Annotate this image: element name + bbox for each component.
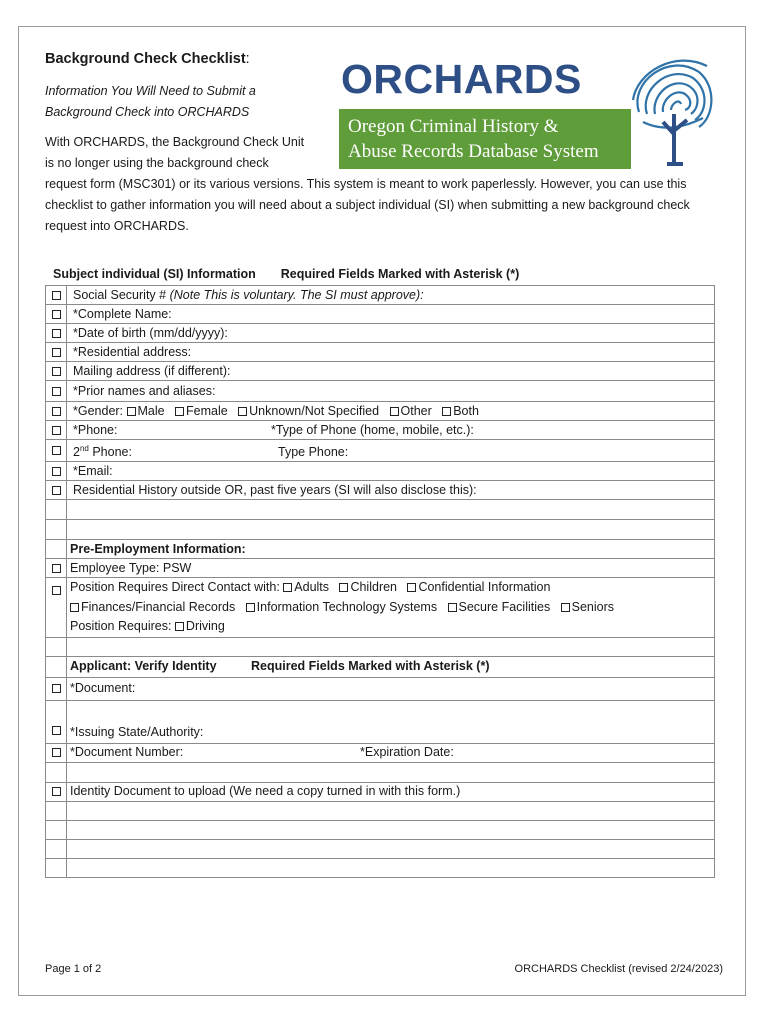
- email-checkbox[interactable]: [52, 467, 61, 476]
- res-history-checkbox[interactable]: [52, 486, 61, 495]
- table-row: [46, 782, 715, 801]
- ssn-field: Social Security # (Note This is voluntary. The SI must approve):: [67, 286, 715, 305]
- table-row: [46, 381, 715, 402]
- table-row: [46, 578, 715, 638]
- table-row: [46, 402, 715, 421]
- email-field: *Email:: [67, 462, 715, 481]
- table-row: [46, 677, 715, 700]
- document-checkbox[interactable]: [52, 684, 61, 693]
- doc-number-checkbox[interactable]: [52, 748, 61, 757]
- si-heading: Subject individual (SI) Information Required Fields Marked with Asterisk (*): [53, 267, 520, 281]
- phone-checkbox[interactable]: [52, 426, 61, 435]
- employee-type-field: Employee Type: PSW: [67, 559, 715, 578]
- logo-tagline: Oregon Criminal History & Abuse Records Database System: [339, 109, 631, 169]
- complete-name-checkbox[interactable]: [52, 310, 61, 319]
- table-row: [46, 462, 715, 481]
- gender-other-option[interactable]: [390, 407, 399, 416]
- phone2-field: 2nd Phone: Type Phone:: [67, 440, 715, 462]
- table-row: [46, 421, 715, 440]
- table-row: [46, 481, 715, 500]
- doc-number-field: *Document Number: *Expiration Date:: [67, 743, 715, 762]
- dob-checkbox[interactable]: [52, 329, 61, 338]
- contact-children-option[interactable]: [339, 583, 348, 592]
- table-row: [46, 762, 715, 782]
- contact-confidential-option[interactable]: [407, 583, 416, 592]
- applicant-heading: Applicant: Verify Identity Required Fields Marked with Asterisk (*): [67, 656, 715, 677]
- upload-field: Identity Document to upload (We need a copy turned in with this form.): [67, 782, 715, 801]
- prior-names-checkbox[interactable]: [52, 387, 61, 396]
- ssn-checkbox[interactable]: [52, 291, 61, 300]
- contact-finances-option[interactable]: [70, 603, 79, 612]
- table-row: [46, 343, 715, 362]
- mailing-field: Mailing address (if different):: [67, 362, 715, 381]
- orchards-logo: [339, 52, 717, 172]
- si-table: [45, 285, 715, 878]
- table-row: [46, 820, 715, 839]
- contact-adults-option[interactable]: [283, 583, 292, 592]
- direct-contact-checkbox[interactable]: [52, 586, 61, 595]
- document-page: [18, 26, 746, 996]
- gender-checkbox[interactable]: [52, 407, 61, 416]
- upload-checkbox[interactable]: [52, 787, 61, 796]
- requires-driving-option[interactable]: [175, 622, 184, 631]
- dob-field: *Date of birth (mm/dd/yyyy):: [67, 324, 715, 343]
- document-field: *Document:: [67, 677, 715, 700]
- employee-type-checkbox[interactable]: [52, 564, 61, 573]
- table-row: [46, 286, 715, 305]
- revision-note: ORCHARDS Checklist (revised 2/24/2023): [514, 963, 723, 975]
- table-row: [46, 324, 715, 343]
- page-title: Background Check Checklist:: [45, 51, 250, 67]
- mailing-checkbox[interactable]: [52, 367, 61, 376]
- res-history-field: Residential History outside OR, past five years (SI will also disclose this):: [67, 481, 715, 500]
- contact-seniors-option[interactable]: [561, 603, 570, 612]
- res-address-checkbox[interactable]: [52, 348, 61, 357]
- prior-names-field: *Prior names and aliases:: [67, 381, 715, 402]
- phone-field: *Phone: *Type of Phone (home, mobile, etc.):: [67, 421, 715, 440]
- page-subtitle: Information You Will Need to Submit a Background Check into ORCHARDS: [45, 84, 256, 119]
- table-row: [46, 500, 715, 520]
- table-row: [46, 743, 715, 762]
- table-row: [46, 801, 715, 820]
- direct-contact-field: Position Requires Direct Contact with: Adults Children Confidential Information Finances/Financial Records Information Technology Systems Secure Facilities Seniors Position Requires: Driving: [67, 578, 715, 638]
- table-row: [46, 559, 715, 578]
- table-row: [46, 839, 715, 858]
- phone2-checkbox[interactable]: [52, 446, 61, 455]
- table-row: [46, 362, 715, 381]
- table-row: [46, 305, 715, 324]
- table-row: [46, 540, 715, 559]
- table-row: [46, 440, 715, 462]
- contact-it-option[interactable]: [246, 603, 255, 612]
- gender-female-option[interactable]: [175, 407, 184, 416]
- res-address-field: *Residential address:: [67, 343, 715, 362]
- issuing-checkbox[interactable]: [52, 726, 61, 735]
- table-row: [46, 700, 715, 743]
- gender-unknown-option[interactable]: [238, 407, 247, 416]
- fingerprint-tree-icon: [619, 52, 719, 172]
- gender-field: *Gender: Male Female Unknown/Not Specified Other Both: [67, 402, 715, 421]
- pre-emp-heading: Pre-Employment Information:: [67, 540, 715, 559]
- table-row: [46, 637, 715, 656]
- logo-wordmark: ORCHARDS: [341, 56, 582, 102]
- page-number: Page 1 of 2: [45, 963, 102, 975]
- intro-paragraph: With ORCHARDS, the Background Check Unit is no longer using the background check request form (MSC301) or its various versions. This system is meant to work paperlessly. However, you can use this checklist to gather information you will need about a subject individual (SI) when submitting a new background check request into ORCHARDS.: [45, 135, 690, 233]
- issuing-field: *Issuing State/Authority:: [67, 700, 715, 743]
- contact-secure-option[interactable]: [448, 603, 457, 612]
- gender-both-option[interactable]: [442, 407, 451, 416]
- gender-male-option[interactable]: [127, 407, 136, 416]
- complete-name-field: *Complete Name:: [67, 305, 715, 324]
- table-row: [46, 520, 715, 540]
- table-row: [46, 858, 715, 877]
- table-row: [46, 656, 715, 677]
